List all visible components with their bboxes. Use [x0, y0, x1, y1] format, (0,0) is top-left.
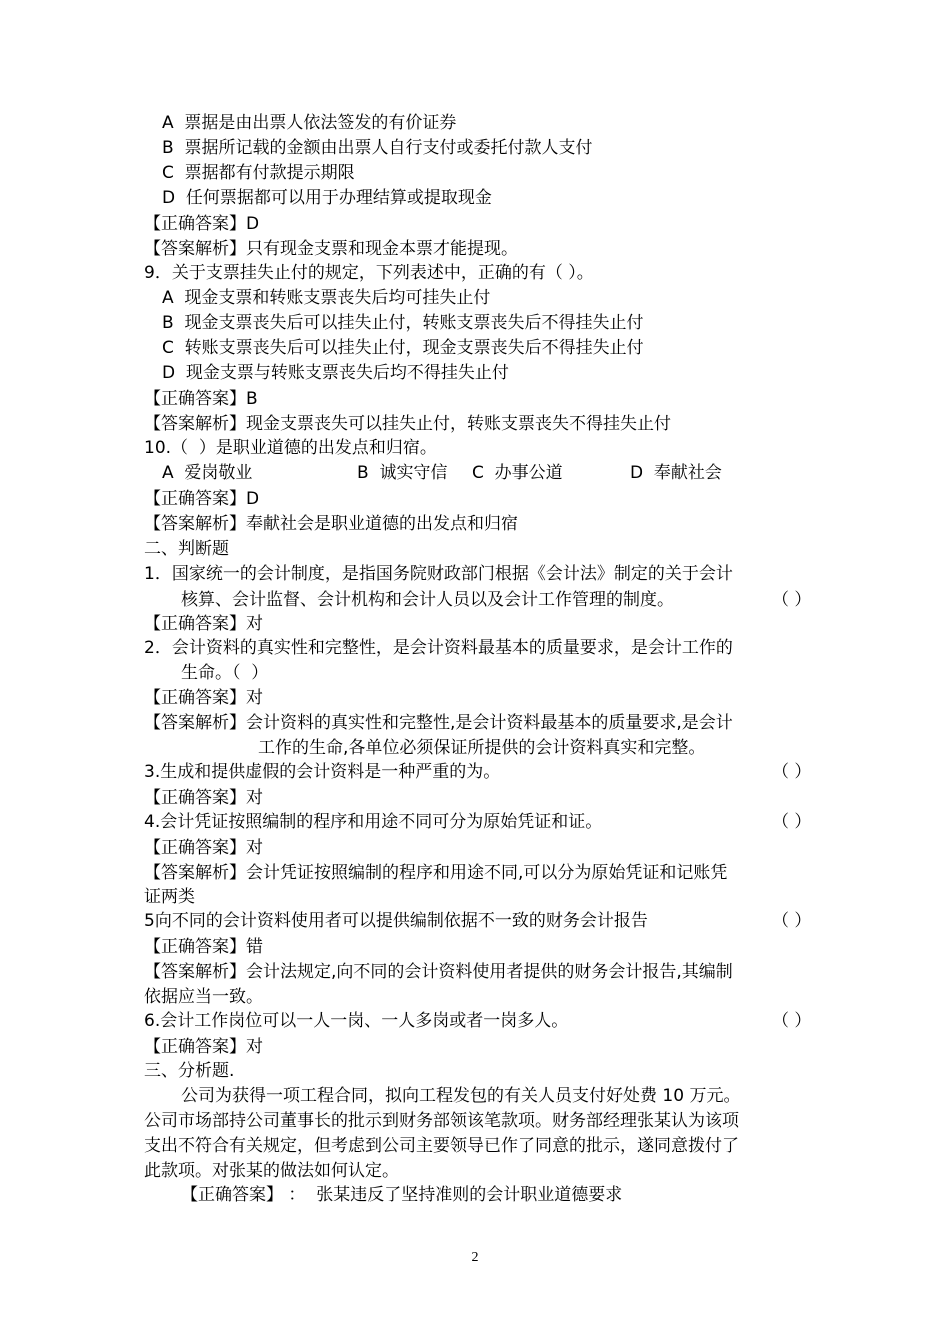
q9-option-a: A 现金支票和转账支票丧失后均可挂失止付	[162, 288, 491, 308]
page-number: 2	[471, 1250, 479, 1265]
section3-para-line4: 此款项。对张某的做法如何认定。	[144, 1161, 399, 1181]
j4-answer: 【正确答案】对	[144, 838, 263, 858]
q8-option-b: B 票据所记载的金额由出票人自行支付或委托付款人支付	[162, 138, 593, 158]
q9-explanation: 【答案解析】现金支票丧失可以挂失止付，转账支票丧失不得挂失止付	[144, 414, 671, 434]
q9-answer: 【正确答案】B	[144, 389, 258, 409]
j4-explanation-line2: 证两类	[144, 887, 195, 907]
j3-answer: 【正确答案】对	[144, 788, 263, 808]
q8-option-a: A 票据是由出票人依法签发的有价证券	[162, 113, 457, 133]
q8-explanation: 【答案解析】只有现金支票和现金本票才能提现。	[144, 239, 518, 259]
section2-heading: 二、判断题	[144, 539, 229, 559]
j3-line1: 3.生成和提供虚假的会计资料是一种严重的为。	[144, 762, 501, 782]
j4-line1: 4.会计凭证按照编制的程序和用途不同可分为原始凭证和证。	[144, 812, 603, 832]
section3-heading: 三、分析题.	[144, 1061, 235, 1081]
j2-explanation-line2: 工作的生命,各单位必须保证所提供的会计资料真实和完整。	[258, 738, 706, 758]
j2-explanation-line1: 【答案解析】会计资料的真实性和完整性,是会计资料最基本的质量要求,是会计	[144, 713, 733, 733]
j4-explanation-line1: 【答案解析】会计凭证按照编制的程序和用途不同,可以分为原始凭证和记账凭	[144, 863, 728, 883]
q8-option-c: C 票据都有付款提示期限	[162, 163, 355, 183]
j2-line2: 生命。（ ）	[181, 663, 269, 683]
q10-explanation: 【答案解析】奉献社会是职业道德的出发点和归宿	[144, 514, 518, 534]
q10-option-a: A 爱岗敬业	[162, 463, 253, 483]
q10-option-b: B 诚实守信	[357, 463, 448, 483]
q9-question: 9．关于支票挂失止付的规定，下列表述中，正确的有（ ）。	[144, 263, 594, 283]
j5-explanation-line1: 【答案解析】会计法规定,向不同的会计资料使用者提供的财务会计报告,其编制	[144, 962, 733, 982]
j6-answer: 【正确答案】对	[144, 1037, 263, 1057]
j5-answer: 【正确答案】错	[144, 937, 263, 957]
q10-option-c: C 办事公道	[472, 463, 563, 483]
q8-answer: 【正确答案】D	[144, 214, 260, 234]
section3-para-line1: 公司为获得一项工程合同，拟向工程发包的有关人员支付好处费 10 万元。	[181, 1086, 741, 1106]
section3-para-line3: 支出不符合有关规定，但考虑到公司主要领导已作了同意的批示，遂同意拨付了	[144, 1136, 739, 1156]
j1-blank-paren: （ ）	[772, 590, 812, 610]
j2-answer: 【正确答案】对	[144, 688, 263, 708]
j1-line1: 1．国家统一的会计制度，是指国务院财政部门根据《会计法》制定的关于会计	[144, 564, 733, 584]
q9-option-c: C 转账支票丧失后可以挂失止付，现金支票丧失后不得挂失止付	[162, 338, 644, 358]
q10-answer: 【正确答案】D	[144, 489, 260, 509]
j6-blank-paren: （ ）	[772, 1011, 812, 1031]
j1-line2: 核算、会计监督、会计机构和会计人员以及会计工作管理的制度。	[181, 590, 674, 610]
section3-answer: 【正确答案】 ： 张某违反了坚持准则的会计职业道德要求	[181, 1185, 623, 1205]
q10-option-d: D 奉献社会	[630, 463, 722, 483]
section3-para-line2: 公司市场部持公司董事长的批示到财务部领该笔款项。财务部经理张某认为该项	[144, 1111, 739, 1131]
j4-blank-paren: （ ）	[772, 812, 812, 832]
j5-blank-paren: （ ）	[772, 911, 812, 931]
j1-answer: 【正确答案】对	[144, 614, 263, 634]
j2-line1: 2．会计资料的真实性和完整性，是会计资料最基本的质量要求，是会计工作的	[144, 638, 733, 658]
q9-option-b: B 现金支票丧失后可以挂失止付，转账支票丧失后不得挂失止付	[162, 313, 644, 333]
q9-option-d: D 现金支票与转账支票丧失后均不得挂失止付	[162, 363, 509, 383]
q10-question: 10.（ ）是职业道德的出发点和归宿。	[144, 438, 437, 458]
j3-blank-paren: （ ）	[772, 762, 812, 782]
j6-line1: 6.会计工作岗位可以一人一岗、一人多岗或者一岗多人。	[144, 1011, 569, 1031]
q8-option-d: D 任何票据都可以用于办理结算或提取现金	[162, 188, 492, 208]
j5-line1: 5向不同的会计资料使用者可以提供编制依据不一致的财务会计报告	[144, 911, 648, 931]
j5-explanation-line2: 依据应当一致。	[144, 987, 263, 1007]
